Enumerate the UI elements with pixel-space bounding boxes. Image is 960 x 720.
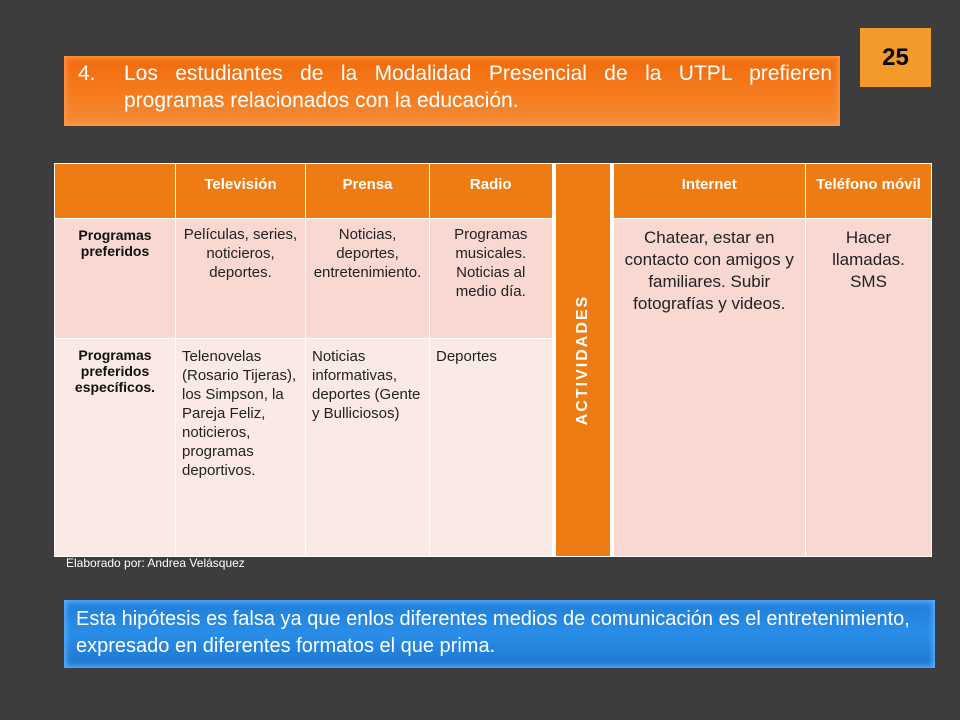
header-television: Televisión [176,164,306,219]
cell-prensa-especificos: Noticias informativas, deportes (Gente y Bulliciosos) [306,339,430,557]
heading-text: Los estudiantes de la Modalidad Presencial de la UTPL prefieren programas relacionados con la educación. [124,62,832,112]
heading-banner [64,56,840,126]
page-number: 25 [860,28,931,87]
cell-radio-especificos: Deportes [430,339,554,557]
row-label-programas-especificos: Programas preferidos específicos. [55,339,176,557]
header-telefono: Teléfono móvil [806,164,932,219]
cell-prensa-preferidos: Noticias, deportes, entretenimiento. [306,219,430,339]
cell-radio-preferidos: Programas musicales. Noticias al medio día. [430,219,554,339]
header-internet: Internet [612,164,806,219]
cell-telefono: Hacer llamadas. SMS [806,219,932,557]
credit-text: Elaborado por: Andrea Velásquez [66,556,245,570]
header-corner [55,164,176,219]
heading-number: 4. [78,62,96,85]
cell-internet: Chatear, estar en contacto con amigos y familiares. Subir fotografías y videos. [612,219,806,557]
actividades-column [554,164,612,557]
table-header-row [55,164,932,219]
actividades-label: ACTIVIDADES [573,294,591,426]
cell-tv-preferidos: Películas, series, noticieros, deportes. [176,219,306,339]
header-radio: Radio [430,164,554,219]
cell-tv-especificos: Telenovelas (Rosario Tijeras), los Simpson, la Pareja Feliz, noticieros, programas deportivos. [176,339,306,557]
conclusion-box: Esta hipótesis es falsa ya que enlos diferentes medios de comunicación es el entretenimiento, expresado en diferentes formatos el que prima. [64,600,935,668]
media-table [54,163,932,557]
header-prensa: Prensa [306,164,430,219]
row-label-programas-preferidos: Programas preferidos [55,219,176,339]
table-row [55,219,932,339]
